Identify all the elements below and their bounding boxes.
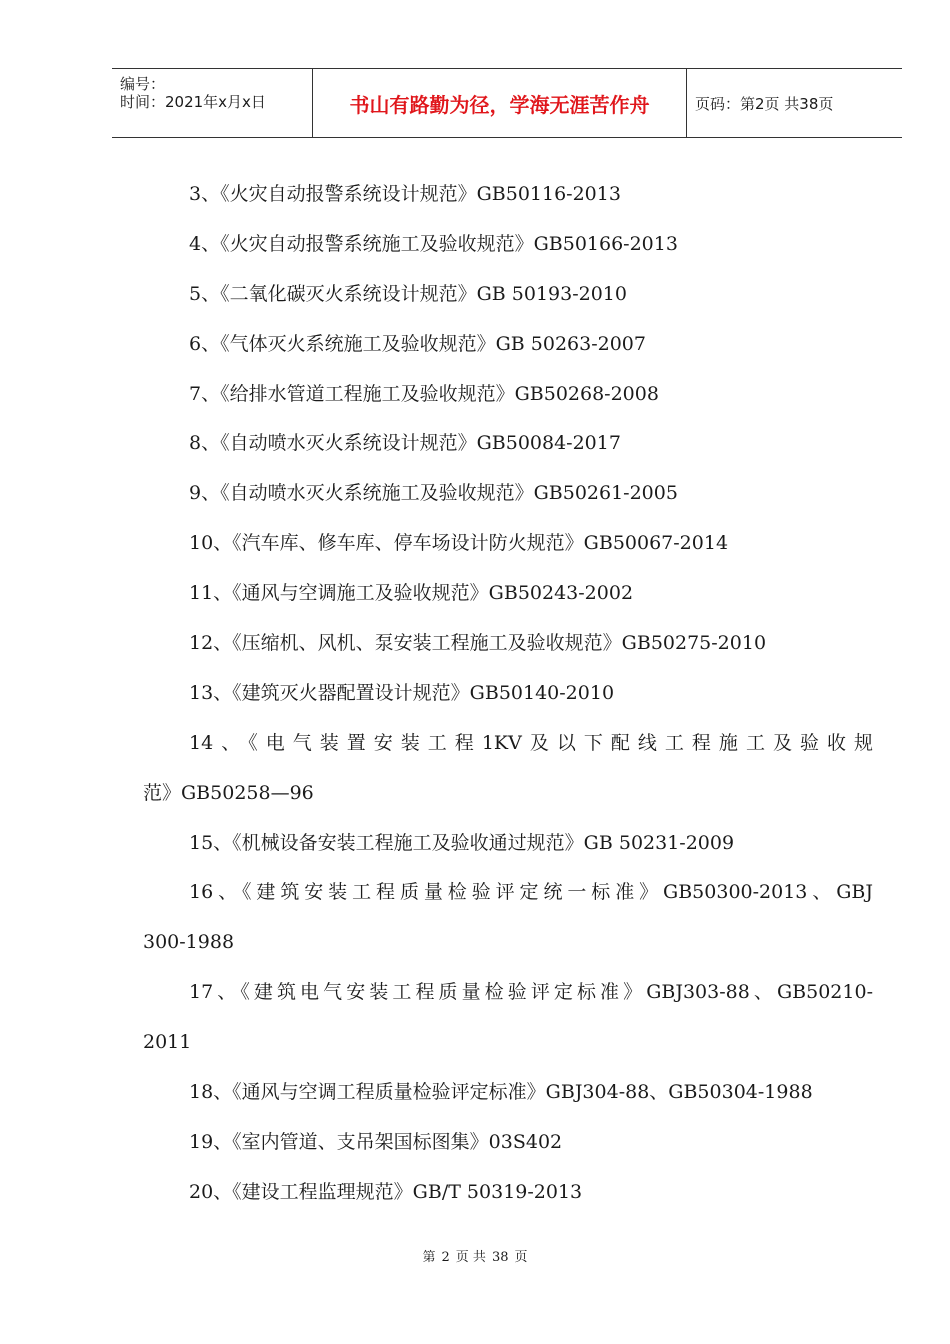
list-item: 14、《电气装置安装工程1KV及以下配线工程施工及验收规 [189, 731, 873, 754]
list-item: 5、《二氧化碳灭火系统设计规范》GB 50193-2010 [189, 282, 627, 305]
footer-mid: 页 共 [455, 1250, 486, 1265]
standards-list [143, 176, 873, 1224]
list-item-continuation: 范》GB50258—96 [143, 781, 314, 804]
list-item: 11、《通风与空调施工及验收规范》GB50243-2002 [189, 582, 634, 605]
list-item: 9、《自动喷水灭火系统施工及验收规范》GB50261-2005 [189, 482, 678, 505]
list-item: 15、《机械设备安装工程施工及验收通过规范》GB 50231-2009 [189, 831, 735, 854]
document-number-label: 编号： [120, 75, 166, 93]
footer-suffix: 页 [514, 1250, 528, 1265]
document-time-label: 时间：2021年x月x日 [120, 93, 266, 111]
header-motto: 书山有路勤为径，学海无涯苦作舟 [313, 69, 687, 137]
list-item: 4、《火灾自动报警系统施工及验收规范》GB50166-2013 [189, 232, 678, 255]
list-item: 10、《汽车库、修车库、停车场设计防火规范》GB50067-2014 [189, 532, 729, 555]
list-item: 6、《气体灭火系统施工及验收规范》GB 50263-2007 [189, 332, 646, 355]
list-item: 20、《建设工程监理规范》GB/T 50319-2013 [189, 1180, 583, 1203]
list-item: 18、《通风与空调工程质量检验评定标准》GBJ304-88、GB50304-1988 [189, 1081, 813, 1104]
list-item: 13、《建筑灭火器配置设计规范》GB50140-2010 [189, 681, 615, 704]
footer-page-number: 2 [441, 1250, 450, 1265]
list-item: 7、《给排水管道工程施工及验收规范》GB50268-2008 [189, 382, 659, 405]
list-item: 16、《建筑安装工程质量检验评定统一标准》GB50300-2013、GBJ [189, 881, 873, 904]
header-meta [112, 69, 313, 137]
list-item: 3、《火灾自动报警系统设计规范》GB50116-2013 [189, 183, 621, 205]
page-header [112, 68, 902, 138]
list-item-continuation: 300-1988 [143, 931, 235, 954]
list-item-continuation: 2011 [143, 1031, 192, 1054]
header-page-info: 页码：第2页 共38页 [695, 94, 834, 113]
list-item: 12、《压缩机、风机、泵安装工程施工及验收规范》GB50275-2010 [189, 632, 767, 655]
list-item: 8、《自动喷水灭火系统设计规范》GB50084-2017 [189, 432, 621, 455]
footer-prefix: 第 [422, 1250, 436, 1265]
page-footer [0, 1246, 950, 1265]
list-item: 19、《室内管道、支吊架国标图集》03S402 [189, 1130, 563, 1153]
list-item: 17、《建筑电气安装工程质量检验评定标准》GBJ303-88、GB50210- [189, 981, 873, 1004]
footer-total-pages: 38 [491, 1250, 509, 1265]
